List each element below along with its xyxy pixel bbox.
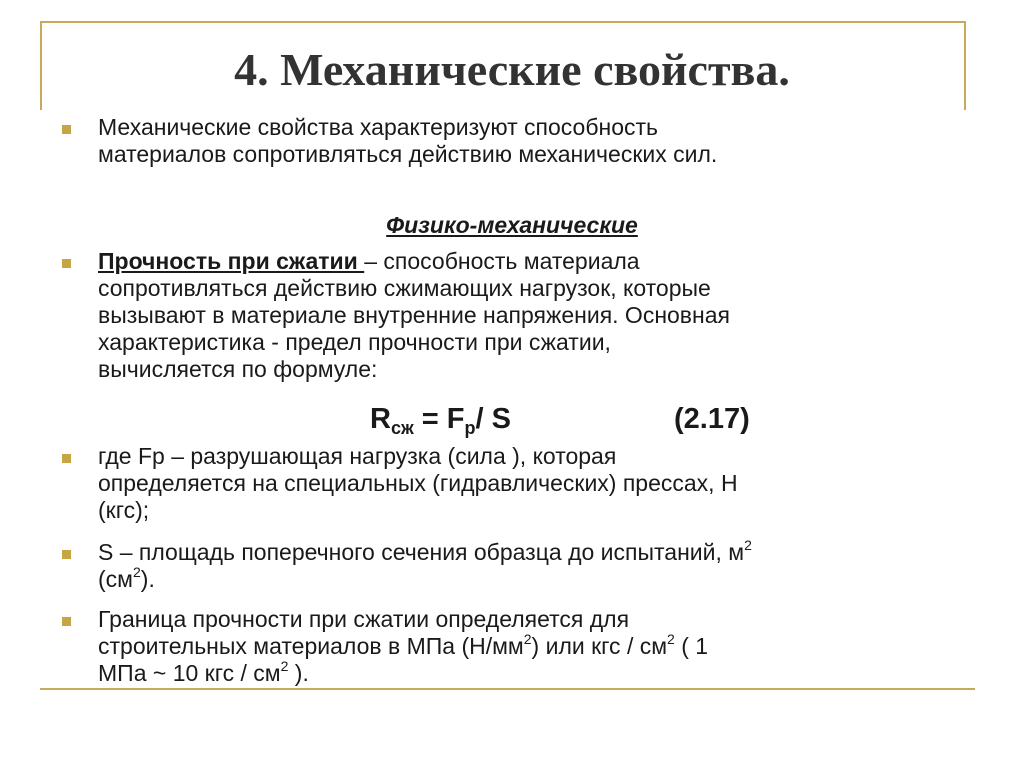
formula-equals-f: = F [413, 403, 465, 435]
limit-conversion-superscript: 2 [280, 658, 289, 674]
fp-line-3: (кгс); [98, 497, 150, 523]
fp-line-1: где Fр – разрушающая нагрузка (сила ), которая [98, 443, 617, 469]
bottom-rule [40, 688, 975, 690]
slide-title: 4. Механические свойства. [234, 44, 790, 95]
limit-line-2 [98, 633, 968, 660]
formula-r: R [370, 403, 391, 435]
bullet-icon [62, 550, 71, 559]
strength-line-1 [98, 248, 968, 275]
strength-paragraph [98, 248, 968, 383]
limit-conversion-close: ). [288, 660, 309, 686]
formula-number: (2.17) [674, 403, 750, 435]
area-paragraph [98, 539, 968, 593]
area-unit-superscript: 2 [132, 564, 141, 580]
area-text: S – площадь поперечного сечения образца до испытаний, м [98, 539, 745, 565]
intro-line-1: Механические свойства характеризуют способность [98, 114, 659, 140]
formula-f-subscript: р [464, 418, 476, 438]
area-line-2 [98, 566, 968, 593]
limit-cm-superscript: 2 [667, 631, 675, 647]
intro-paragraph [98, 114, 968, 168]
limit-conversion-text: МПа ~ 10 кгс / см [98, 660, 281, 686]
fp-paragraph [98, 443, 968, 524]
strength-line-3: вызывают в материале внутренние напряжения. Основная [98, 302, 730, 328]
limit-line-3 [98, 660, 968, 687]
top-rule [40, 21, 965, 23]
formula-divisor: / S [475, 403, 511, 435]
bullet-icon [62, 454, 71, 463]
bullet-icon [62, 125, 71, 134]
limit-paren-text: ( 1 [674, 633, 709, 659]
area-unit-open: (см [98, 566, 133, 592]
bullet-icon [62, 259, 71, 268]
area-superscript: 2 [744, 537, 752, 553]
intro-line-2: материалов сопротивляться действию механических сил. [98, 141, 718, 167]
strength-line-4: характеристика - предел прочности при сжатии, [98, 329, 611, 355]
area-line-1 [98, 539, 968, 566]
limit-mm-superscript: 2 [523, 631, 532, 647]
strength-term: Прочность при сжатии [98, 248, 365, 274]
formula-r-subscript: сж [390, 418, 414, 438]
limit-line-1: Граница прочности при сжатии определяется для [98, 606, 630, 632]
section-subheading: Физико-механические [386, 212, 638, 238]
bullet-icon [62, 617, 71, 626]
strength-definition-start: – способность материала [364, 248, 640, 274]
formula [370, 402, 511, 445]
fp-line-2: определяется на специальных (гидравлических) прессах, Н [98, 470, 738, 496]
limit-paragraph [98, 606, 968, 687]
limit-kgs-text: ) или кгс / см [531, 633, 668, 659]
strength-line-5: вычисляется по формуле: [98, 356, 378, 382]
strength-line-2: сопротивляться действию сжимающих нагрузок, которые [98, 275, 711, 301]
area-unit-close: ). [140, 566, 155, 592]
limit-mpa-text: строительных материалов в МПа (Н/мм [98, 633, 524, 659]
